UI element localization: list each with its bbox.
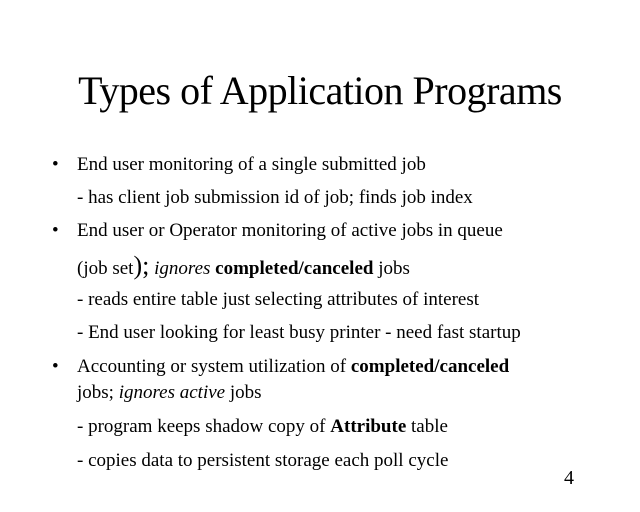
jobs-semicolon-text: jobs; bbox=[77, 382, 114, 403]
bullet-2-sub-1: - reads entire table just selecting attributes of interest bbox=[77, 289, 480, 310]
table-text: table bbox=[411, 416, 448, 437]
bullet-3-continuation bbox=[77, 381, 262, 405]
shadow-copy-text: - program keeps shadow copy of bbox=[77, 416, 326, 437]
bullet-3-marker: • bbox=[52, 356, 59, 377]
bullet-2-text: End user or Operator monitoring of active jobs in queue bbox=[77, 220, 503, 241]
job-set-text: (job set bbox=[77, 258, 134, 279]
bullet-1-text: End user monitoring of a single submitted job bbox=[77, 154, 426, 175]
completed-canceled-text-2: completed/canceled bbox=[350, 356, 510, 377]
bullet-2-sub-2: - End user looking for least busy printer - need fast startup bbox=[77, 322, 521, 343]
bullet-3-sub-1 bbox=[77, 415, 448, 439]
bullet-3-text bbox=[77, 355, 509, 379]
page-number: 4 bbox=[564, 467, 574, 489]
ignores-active-text: ignores active bbox=[118, 382, 226, 403]
bullet-1-marker: • bbox=[52, 154, 59, 175]
bullet-3-sub-2: - copies data to persistent storage each poll cycle bbox=[77, 450, 449, 471]
bullet-2-continuation bbox=[77, 251, 410, 281]
paren-semicolon: ); bbox=[133, 251, 150, 280]
bullet-1-sub-1: - has client job submission id of job; finds job index bbox=[77, 187, 473, 208]
ignores-text: ignores bbox=[154, 258, 211, 279]
accounting-text: Accounting or system utilization of bbox=[77, 356, 347, 377]
attribute-text: Attribute bbox=[330, 416, 407, 437]
completed-canceled-text: completed/canceled bbox=[215, 258, 374, 279]
jobs-text-2: jobs bbox=[229, 382, 262, 403]
bullet-2-marker: • bbox=[52, 220, 59, 241]
jobs-text: jobs bbox=[378, 258, 410, 279]
slide-title: Types of Application Programs bbox=[78, 68, 562, 113]
